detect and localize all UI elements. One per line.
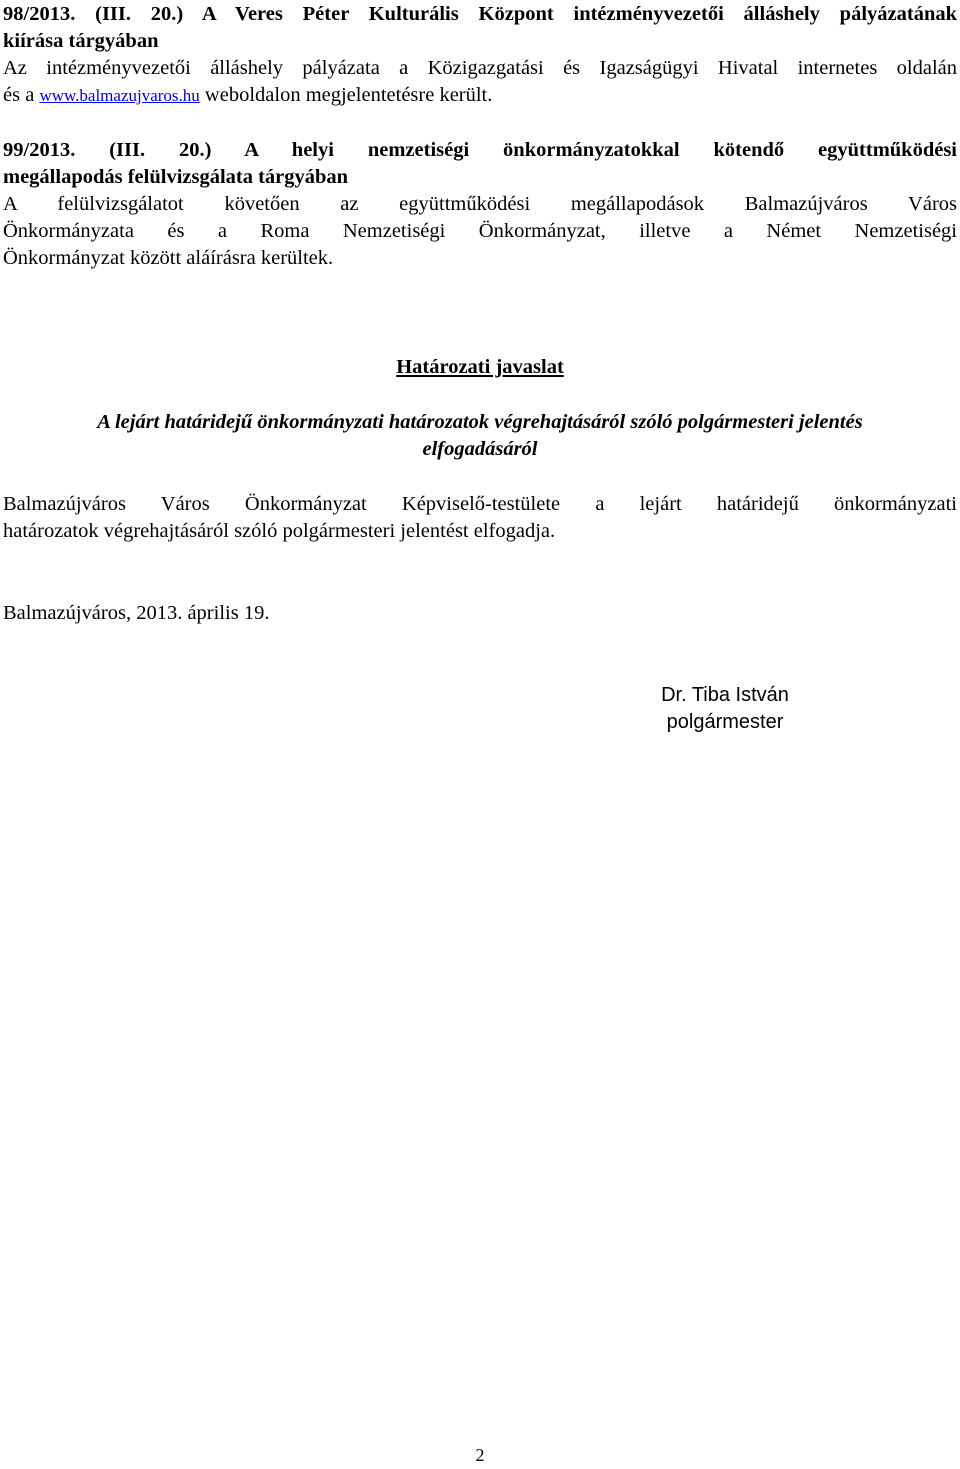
website-link[interactable]: www.balmazujvaros.hu <box>39 86 200 105</box>
item-99-title-line-1: 99/2013. (III. 20.) A helyi nemzetiségi önkormányzatokkal kötendő együttműködési <box>3 139 957 161</box>
item-98-body-prefix: és a <box>3 84 35 106</box>
item-98-body-suffix: weboldalon megjelentetésre került. <box>204 84 493 106</box>
item-99-body-line-1: A felülvizsgálatot követően az együttműködési megállapodások Balmazújváros Város <box>3 193 957 215</box>
signatory-name: Dr. Tiba István <box>661 684 789 706</box>
signatory-role: polgármester <box>666 711 784 733</box>
proposal-body-line-1: Balmazújváros Város Önkormányzat Képviselő-testülete a lejárt határidejű önkormányzati <box>3 493 957 515</box>
proposal-subject-line-1: A lejárt határidejű önkormányzati határozatok végrehajtásáról szóló polgármesteri jelentés <box>97 411 863 433</box>
item-98-body-line-2 <box>3 81 957 110</box>
proposal-heading-wrap <box>3 353 957 381</box>
item-99-body-line-3: Önkormányzat között aláírásra kerültek. <box>3 247 334 269</box>
proposal-body-line-2: határozatok végrehajtásáról szóló polgármesteri jelentést elfogadja. <box>3 520 556 542</box>
page-number: 2 <box>475 1445 485 1465</box>
item-99-body-line-2: Önkormányzata és a Roma Nemzetiségi Önkormányzat, illetve a Német Nemzetiségi <box>3 220 957 242</box>
item-98-title-line-2: kiírása tárgyában <box>3 30 159 52</box>
proposal-subject-line-2: elfogadásáról <box>422 438 538 460</box>
item-98-body-line-1: Az intézményvezetői álláshely pályázata a Közigazgatási és Igazságügyi Hivatal internetes oldalán <box>3 57 957 79</box>
document-page <box>3 0 957 1467</box>
place-date: Balmazújváros, 2013. április 19. <box>3 602 270 624</box>
proposal-heading: Határozati javaslat <box>396 356 564 378</box>
item-98-title-line-1: 98/2013. (III. 20.) A Veres Péter Kulturális Központ intézményvezetői álláshely pályázatának <box>3 3 957 25</box>
item-99-title-line-2: megállapodás felülvizsgálata tárgyában <box>3 166 349 188</box>
